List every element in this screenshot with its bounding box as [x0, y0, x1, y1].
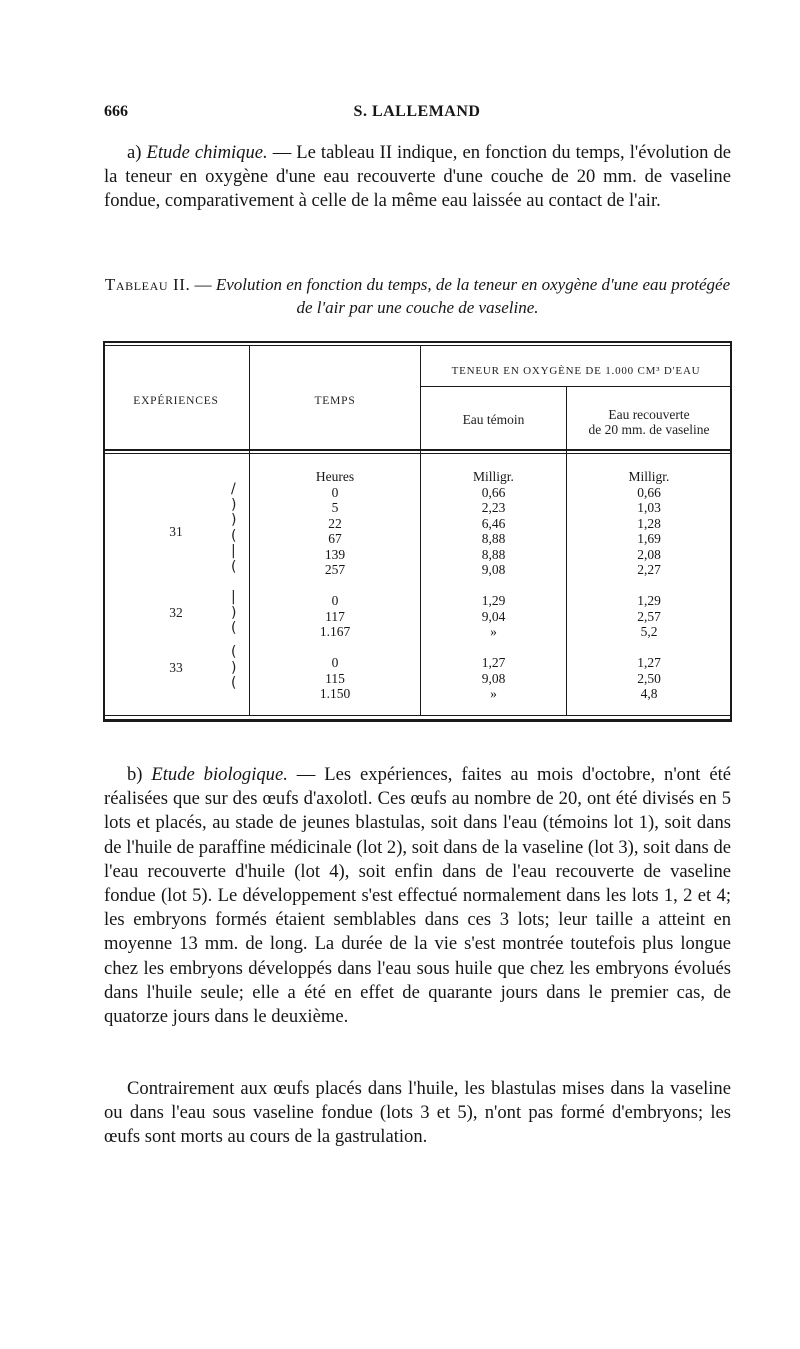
cell-value: 1,03 [637, 500, 661, 515]
cell-value: 5 [331, 500, 339, 515]
section-title: Etude chimique. [146, 142, 268, 163]
header-rule-inner [104, 453, 731, 454]
group-brace: | ) ( [231, 589, 237, 636]
section-title: Etude biologique. [151, 764, 288, 785]
cell-value: 1,27 [481, 655, 506, 670]
unit-label: Heures [315, 469, 355, 484]
cell-value: 8,88 [481, 546, 506, 562]
cell-value: 0 [331, 655, 339, 670]
cell-value: 1.150 [319, 686, 351, 701]
table-bottom-rule-inner [103, 715, 732, 716]
cell-value: 2,27 [637, 562, 661, 577]
unit-label: Milligr. [628, 469, 670, 484]
cell-value: 2,23 [481, 500, 506, 515]
cell-value: 4,8 [640, 686, 658, 701]
cell-value: 5,2 [640, 624, 658, 639]
table-top-rule [103, 341, 732, 343]
cell-value: 139 [324, 546, 346, 562]
paragraph-text: — Le tableau II indique, en fonction du temps, l'évolution de la teneur en oxygène d'une eau recouverte d'une couche de 20 mm. de vaseline fondue, comparativement à celle de la même eau laissée au contact de l'air. [104, 142, 732, 212]
cell-value: 0 [331, 593, 339, 608]
caption-dash: — [190, 275, 216, 294]
experience-number: 33 [169, 660, 183, 675]
cell-value: 2,50 [637, 670, 661, 686]
author-name: S. LALLEMAND [353, 103, 481, 120]
cell-value: 1,29 [637, 593, 661, 608]
group-spacer [567, 640, 731, 656]
cell-value: 8,88 [481, 531, 506, 546]
page-number: 666 [104, 103, 128, 120]
section-label: b) [127, 764, 152, 785]
cell-value: 6,46 [481, 515, 506, 531]
cell-value: 1,69 [637, 531, 661, 546]
group-brace: ( ) ( [231, 644, 237, 691]
header-control-water: Eau témoin [462, 412, 525, 427]
subheader-rule [420, 386, 731, 387]
data-table [103, 341, 732, 722]
cell-value: 0 [331, 484, 339, 500]
column-control-water [421, 469, 566, 702]
column-temps [250, 469, 420, 702]
caption-text: Evolution en fonction du temps, de la teneur en oxygène d'une eau protégée de l'air par une couche de vaseline. [215, 275, 731, 317]
header-oxygen-content: TENEUR EN OXYGÈNE DE 1.000 CM³ D'EAU [451, 365, 701, 377]
section-label: a) [127, 142, 147, 163]
experience-number: 32 [169, 605, 183, 620]
group-spacer [250, 578, 420, 594]
cell-value: 9,08 [481, 562, 506, 577]
group-spacer [250, 640, 420, 656]
column-covered-water [567, 469, 731, 702]
cell-value: 1,29 [481, 593, 506, 608]
header-experiences: EXPÉRIENCES [133, 395, 219, 407]
cell-value: 115 [325, 670, 345, 686]
table-label: Tableau II. [104, 275, 191, 294]
group-brace: / ) ) ( | ( [231, 481, 237, 575]
cell-value: 0,66 [637, 484, 661, 500]
paragraph-conclusion: Contrairement aux œufs placés dans l'huile, les blastulas mises dans la vaseline ou dans l'eau sous vaseline fondue (lots 3 et 5), n'ont pas formé d'embryons; les œufs sont morts au cours de la gastrulation. [104, 1078, 731, 1148]
header-covered-water-line1: Eau recouverte [608, 407, 690, 422]
cell-value: 0,66 [481, 484, 506, 500]
cell-value: 2,08 [637, 546, 661, 562]
cell-value: » [490, 686, 497, 701]
cell-value: 1,27 [637, 655, 661, 670]
cell-value: 2,57 [637, 608, 661, 624]
header-rule [104, 449, 731, 451]
cell-value: » [490, 624, 497, 639]
cell-value: 67 [328, 531, 342, 546]
cell-value: 1,28 [637, 515, 661, 531]
table-bottom-rule [103, 719, 732, 722]
paragraph-biological-study [104, 763, 731, 1029]
table-top-rule-inner [103, 345, 732, 346]
cell-value: 117 [325, 608, 345, 624]
group-spacer [421, 640, 566, 656]
experience-number: 31 [169, 524, 183, 539]
cell-value: 9,08 [481, 670, 506, 686]
header-covered-water-line2: de 20 mm. de vaseline [588, 422, 710, 437]
table-caption [104, 273, 731, 319]
header-temps: TEMPS [314, 395, 356, 407]
header-covered-water [567, 407, 731, 437]
cell-value: 22 [328, 515, 342, 531]
group-spacer [421, 578, 566, 594]
cell-value: 257 [324, 562, 346, 577]
group-spacer [567, 578, 731, 594]
paragraph-text: — Les expériences, faites au mois d'octobre, n'ont été réalisées que sur des œufs d'axolotl. Ces œufs au nombre de 20, ont été divisés en 5 lots et placés, au stade de jeunes blastulas, soit dans l'eau (témoins lot 1), soit dans de l'huile de paraffine médicinale (lot 2), soit dans de la vaseline (lot 3), soit dans de l'eau recouverte d'huile (lot 4), soit enfin dans de l'eau recouverte de vaseline fondue (lot 5). Le développement s'est effectué normalement dans les lots 1, 2 et 4; les embryons formés étaient semblables dans ces 3 lots; leur taille a atteint en moyenne 13 mm. de long. La durée de la vie s'est montrée toutefois plus longue chez les embryons développés dans l'eau sous huile que chez les embryons évolués dans l'huile seule; elle a été en effet de quarante jours dans le premier cas, de quatorze jours dans le deuxième. [104, 764, 732, 1028]
running-head [104, 103, 730, 127]
cell-value: 1.167 [319, 624, 351, 639]
cell-value: 9,04 [481, 608, 506, 624]
paragraph-chemical-study [104, 141, 731, 214]
unit-label: Milligr. [473, 469, 514, 484]
